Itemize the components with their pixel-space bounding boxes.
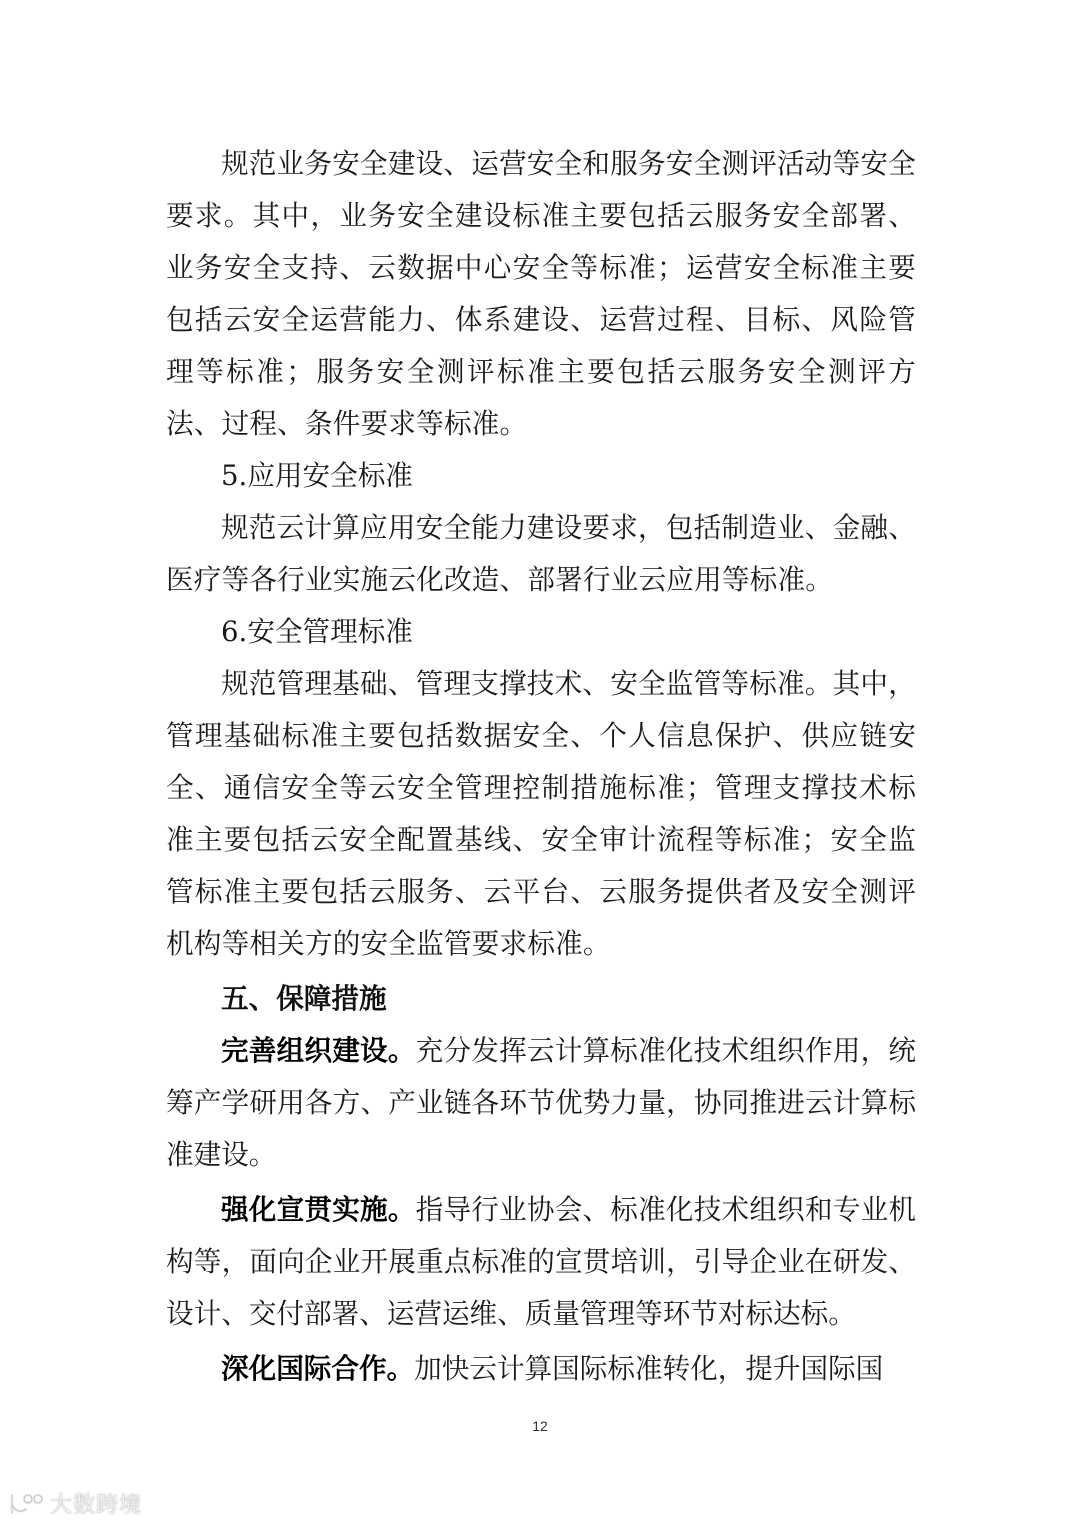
measure-lead: 强化宣贯实施。 <box>221 1193 416 1226</box>
subheading-application-security: 5.应用安全标准 <box>221 459 413 492</box>
measure-implementation <box>166 1184 916 1340</box>
section-heading-safeguards: 五、保障措施 <box>221 982 387 1015</box>
logo-100-icon <box>8 1491 44 1517</box>
measure-organization <box>166 1025 916 1181</box>
body-paragraph: 规范管理基础、管理支撑技术、安全监管等标准。其中，管理基础标准主要包括数据安全、个人信息保护、供应链安全、通信安全等云安全管理控制措施标准；管理支撑技术标准主要包括云安全配置基线、安全审计流程等标准；安全监管标准主要包括云服务、云平台、云服务提供者及安全测评机构等相关方的安全监管要求标准。 <box>166 667 916 960</box>
measure-lead: 深化国际合作。 <box>221 1352 415 1385</box>
document-page <box>166 138 916 1395</box>
subheading-security-management: 6.安全管理标准 <box>221 615 413 648</box>
measure-text: 加快云计算国际标准转化，提升国际国 <box>414 1352 884 1385</box>
body-paragraph: 规范云计算应用安全能力建设要求，包括制造业、金融、医疗等各行业实施云化改造、部署行业云应用等标准。 <box>166 511 916 596</box>
page-number: 12 <box>532 1418 548 1434</box>
body-paragraph: 规范业务安全建设、运营安全和服务安全测评活动等安全要求。其中，业务安全建设标准主要包括云服务安全部署、业务安全支持、云数据中心安全等标准；运营安全标准主要包括云安全运营能力、体系建设、运营过程、目标、风险管理等标准；服务安全测评标准主要包括云服务安全测评方法、过程、条件要求等标准。 <box>166 147 916 440</box>
watermark <box>8 1488 142 1519</box>
measure-text: 充分发挥云计算标准化技术组织作用，统筹产学研用各方、产业链各环节优势力量，协同推进云计算标准建设。 <box>166 1034 916 1171</box>
measure-text: 指导行业协会、标准化技术组织和专业机构等，面向企业开展重点标准的宣贯培训，引导企业在研发、设计、交付部署、运营运维、质量管理等环节对标达标。 <box>166 1193 916 1330</box>
measure-international <box>166 1343 916 1395</box>
measure-lead: 完善组织建设。 <box>221 1034 416 1067</box>
watermark-text: 大数跨境 <box>50 1493 143 1518</box>
